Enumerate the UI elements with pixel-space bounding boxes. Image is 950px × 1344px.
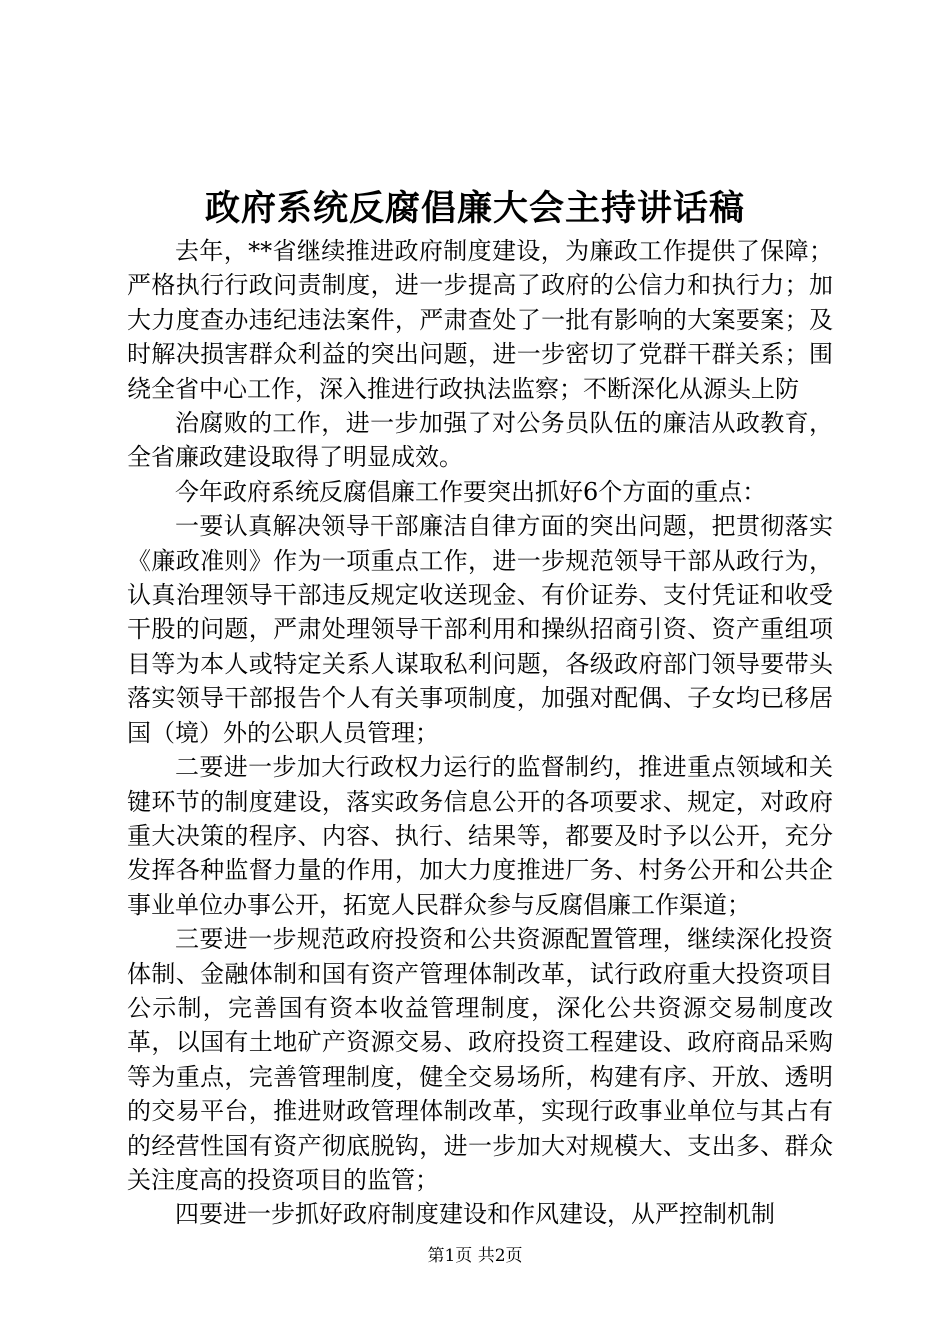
- paragraph: 四要进一步抓好政府制度建设和作风建设，从严控制机制: [175, 1200, 775, 1229]
- paragraph: 去年，**省继续推进政府制度建设，为廉政工作提供了保障；严格执行行政问责制度，进一步提高了政府的公信力和执行力；加大力度查办违纪违法案件，严肃查处了一批有影响的大案要案；及时解决损害群众利益的突出问题，进一步密切了党群干群关系；围绕全省中心工作，深入推进行政执法监察；不断深化从源头上防: [127, 237, 833, 403]
- paragraph: 今年政府系统反腐倡廉工作要突出抓好6个方面的重点：: [175, 477, 767, 506]
- paragraph: 一要认真解决领导干部廉洁自律方面的突出问题，把贯彻落实《廉政准则》作为一项重点工作，进一步规范领导干部从政行为，认真治理领导干部违反规定收送现金、有价证券、支付凭证和收受干股的问题，严肃处理领导干部利用和操纵招商引资、资产重组项目等为本人或特定关系人谋取私利问题，各级政府部门领导要带头落实领导干部报告个人有关事项制度，加强对配偶、子女均已移居国（境）外的公职人员管理；: [127, 512, 833, 747]
- paragraph: 三要进一步规范政府投资和公共资源配置管理，继续深化投资体制、金融体制和国有资产管理体制改革，试行政府重大投资项目公示制，完善国有资本收益管理制度，深化公共资源交易制度改革，以国有土地矿产资源交易、政府投资工程建设、政府商品采购等为重点，完善管理制度，健全交易场所，构建有序、开放、透明的交易平台，推进财政管理体制改革，实现行政事业单位与其占有的经营性国有资产彻底脱钩，进一步加大对规模大、支出多、群众关注度高的投资项目的监管；: [127, 925, 833, 1194]
- paragraph: 治腐败的工作，进一步加强了对公务员队伍的廉洁从政教育，全省廉政建设取得了明显成效。: [127, 409, 833, 472]
- document-body: [127, 234, 833, 1232]
- page-number-footer: 第1页 共2页: [427, 1246, 523, 1266]
- paragraph: 二要进一步加大行政权力运行的监督制约，推进重点领域和关键环节的制度建设，落实政务信息公开的各项要求、规定，对政府重大决策的程序、内容、执行、结果等，都要及时予以公开，充分发挥各种监督力量的作用，加大力度推进厂务、村务公开和公共企事业单位办事公开，拓宽人民群众参与反腐倡廉工作渠道；: [127, 753, 833, 919]
- document-title: 政府系统反腐倡廉大会主持讲话稿: [204, 188, 745, 229]
